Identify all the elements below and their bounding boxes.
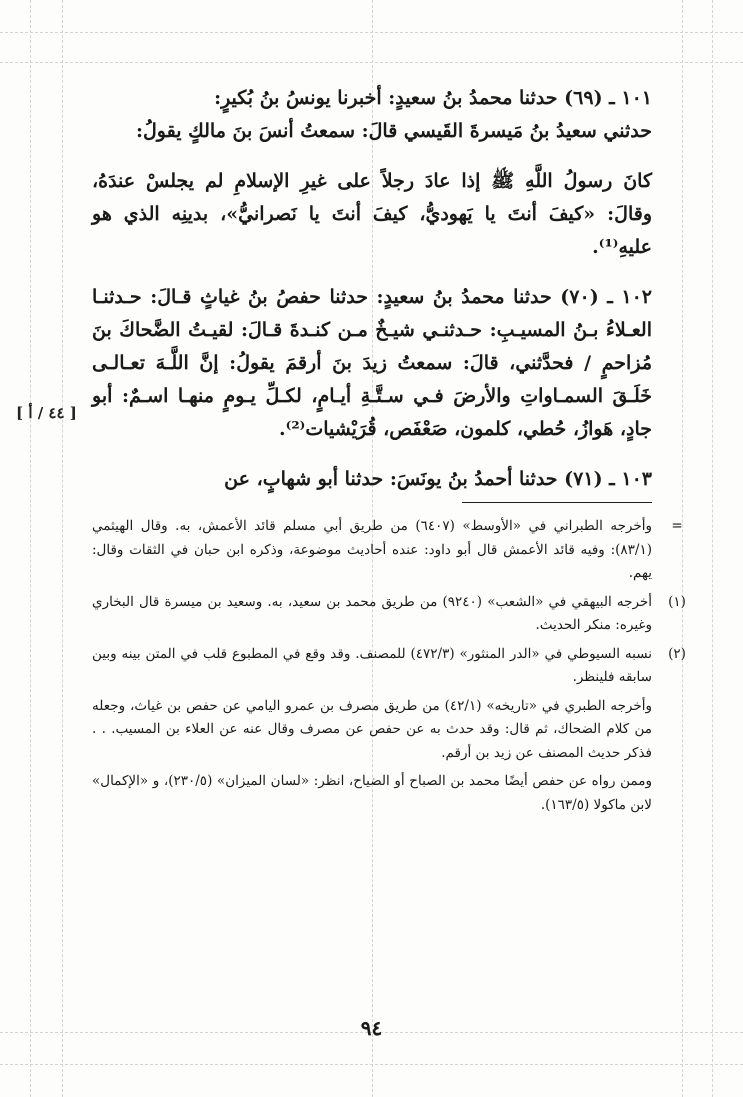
hadith-101-line-2: حدثني سعيدُ بنُ مَيسرةَ القَيسي قالَ: سمعتُ أنسَ بنَ مالكٍ يقولُ:	[135, 120, 652, 142]
footnote	[92, 591, 686, 638]
footnote-text: أخرجه البيهقي في «الشعب» (٩٢٤٠) من طريق محمد بن سعيد، به. وسعيد بن ميسرة قال البخاري وغيره: منكر الحديث.	[92, 593, 652, 633]
main-text	[92, 82, 652, 496]
page-number: ٩٤	[360, 1016, 383, 1040]
manuscript-folio-ref: [ ٤٤ / أ ]	[16, 404, 77, 422]
footnote-marker: (١)	[668, 593, 686, 610]
guide-line	[0, 62, 743, 63]
footnote	[92, 695, 652, 766]
guide-line	[712, 0, 713, 1097]
footnote-marker: (٢)	[668, 645, 686, 662]
guide-line	[30, 0, 31, 1097]
footnote-text: وأخرجه الطبراني في «الأوسط» (٦٤٠٧) من طريق أبي مسلم قائد الأعمش، به. وقال الهيثمي (٨٣/١): وفيه قائد الأعمش قال أبو داود: عنده أحاديث موضوعة، وذكره ابن حبان في الثقات وقال: يهم.	[92, 518, 652, 581]
footnote-marker: =	[671, 518, 683, 534]
hadith-103: ١٠٣ ـ (٧١) حدثنا أحمدُ بنُ يونَسَ: حدثنا أبو شهابٍ، عن	[224, 468, 652, 490]
footnote	[92, 515, 683, 586]
page-content	[92, 82, 686, 822]
footnotes	[92, 515, 686, 817]
hadith-101-body: كانَ رسولُ اللَّهِ ﷺ إذا عادَ رجلاً على غيرِ الإسلامِ لم يجلسْ عندَهُ، وقالَ: «كيفَ أنتَ يا يَهوديُّ، كيفَ أنتَ يا نَصرانيُّ»، بدينِه الذي هو عليهِ⁽¹⁾.	[92, 170, 652, 258]
guide-line	[62, 0, 63, 1097]
footnote-text: وممن رواه عن حفص أيضًا محمد بن الصباح أو الضياح، انظر: «لسان الميزان» (٢٣٠/٥)، و «الإكمال» لابن ماكولا (١٦٣/٥).	[92, 773, 652, 813]
guide-line	[0, 32, 743, 33]
guide-line	[0, 1064, 743, 1065]
hadith-101-line-1: ١٠١ ـ (٦٩) حدثنا محمدُ بنُ سعيدٍ: أخبرنا يونسُ بنُ بُكيرٍ:	[214, 87, 652, 109]
footnote	[92, 643, 686, 690]
footnote-text: وأخرجه الطبري في «تاريخه» (٤٢/١) من طريق مصرف بن عمرو اليامي عن حفص بن غياث، وجعله من كلام الضحاك، ثم قال: وقد حدث به عن حفص عن مصرف وقال عنه عن العلاء بن المسيب. . . فذكر حديث المصنف عن زيد بن أرقم.	[92, 697, 652, 761]
footnote	[92, 770, 652, 817]
footnote-text: نسبه السيوطي في «الدر المنثور» (٤٧٢/٣) للمصنف. وقد وقع في المطبوع قلب في المتن بينه وبين سابقه فلينظر.	[92, 645, 652, 685]
guide-line	[682, 0, 683, 1097]
hadith-102: ١٠٢ ـ (٧٠) حدثنا محمدُ بنُ سعيدٍ: حدثنا حفصُ بنُ غياثٍ قـالَ: حـدثنـا العـلاءُ بـنُ المسيـبِ: حـدثنـي شيـخٌ مـن كنـدةَ قـالَ: لقيـتُ الضَّحاكَ بنَ مُزاحمٍ / فحدَّثني، قالَ: سمعتُ زيدَ بنَ أرقمَ يقولُ: إنَّ اللَّـهَ تعـالـى خَلَـقَ السمـاواتِ والأرضَ فـي سـتَّـةِ أيـامٍ، لكـلِّ يـومٍ منهـا اسـمٌ: أبو جادٍ، هَوازُ، حُطي، كلمون، صَعْفَص، قُرَيْشيات⁽²⁾.	[92, 286, 652, 440]
footnote-divider	[462, 502, 652, 503]
